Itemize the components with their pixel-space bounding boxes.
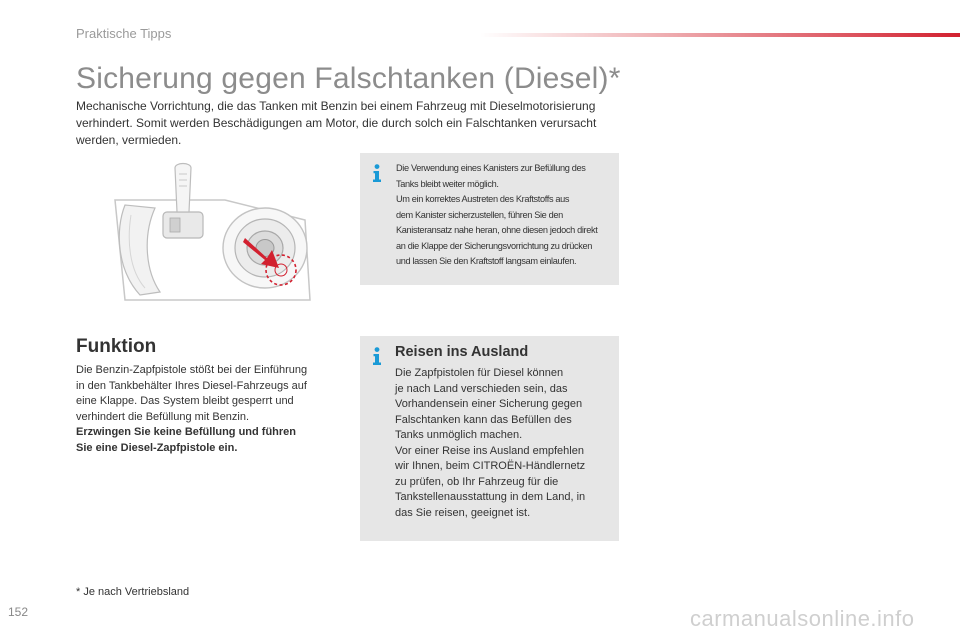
info-line: und lassen Sie den Kraftstoff langsam einlaufen. <box>396 256 577 266</box>
info-box-canister <box>360 153 619 285</box>
footnote: * Je nach Vertriebsland <box>76 586 190 598</box>
page-title: Sicherung gegen Falschtanken (Diesel)* <box>76 62 621 95</box>
travel-line: wir Ihnen, beim CITROËN-Händlernetz <box>395 460 586 472</box>
info-line: Tanks bleibt weiter möglich. <box>396 178 499 189</box>
info-line: an die Klappe der Sicherungsvorrichtung zu drücken <box>396 240 592 251</box>
funktion-line: eine Klappe. Das System bleibt gesperrt und <box>76 395 294 407</box>
travel-line: Vorhandensein einer Sicherung gegen <box>395 398 583 410</box>
info-line: Kanisteransatz nahe heran, ohne diesen jedoch direkt <box>396 225 598 235</box>
travel-heading: Reisen ins Ausland <box>395 344 529 360</box>
info-line: Die Verwendung eines Kanisters zur Befüllung des <box>396 163 586 173</box>
travel-line: zu prüfen, ob Ihr Fahrzeug für die <box>395 475 559 488</box>
funktion-warning-line: Sie eine Diesel-Zapfpistole ein. <box>76 441 238 454</box>
travel-text <box>395 366 617 521</box>
funktion-text <box>76 363 341 456</box>
intro-paragraph: Mechanische Vorrichtung, die das Tanken mit Benzin bei einem Fahrzeug mit Dieselmotorisierung verhindert. Somit werden Beschädigungen am Motor, die durch solch ein Falschtanken verursacht werden, vermieden. <box>76 99 597 147</box>
travel-line: das Sie reisen, geeignet ist. <box>395 506 531 519</box>
travel-line: Vor einer Reise ins Ausland empfehlen <box>395 444 584 457</box>
travel-line: Die Zapfpistolen für Diesel können <box>395 367 564 379</box>
funktion-line: Die Benzin-Zapfpistole stößt bei der Einführung <box>76 364 308 376</box>
travel-line: je nach Land verschieden sein, das <box>395 382 568 395</box>
info-line: Um ein korrektes Austreten des Kraftstoffs aus <box>396 194 570 204</box>
funktion-warning-line: Erzwingen Sie keine Befüllung und führen <box>76 426 297 438</box>
fuel-filler-diagram <box>105 160 315 310</box>
info-box-text <box>396 161 616 270</box>
fuel-cap <box>175 164 191 213</box>
info-icon <box>372 164 382 182</box>
travel-line: Falschtanken kann das Befüllen des <box>395 413 572 426</box>
info-icon <box>372 347 382 365</box>
watermark: carmanualsonline.info <box>690 606 915 631</box>
info-line: dem Kanister sicherzustellen, führen Sie den <box>396 209 563 220</box>
travel-line: Tanks unmöglich machen. <box>395 429 523 441</box>
funktion-line: verhindert die Befüllung mit Benzin. <box>76 410 250 423</box>
fuel-filler-svg <box>105 160 315 310</box>
info-box-travel <box>360 336 619 541</box>
header-accent-bar <box>480 33 960 37</box>
section-label: Praktische Tipps <box>76 26 172 41</box>
filler-hinge <box>163 212 203 238</box>
travel-line: Tankstellenausstattung in dem Land, in <box>395 491 586 503</box>
page-number: 152 <box>8 605 29 619</box>
funktion-line: in den Tankbehälter Ihres Diesel-Fahrzeugs auf <box>76 379 307 392</box>
funktion-heading: Funktion <box>76 336 157 357</box>
